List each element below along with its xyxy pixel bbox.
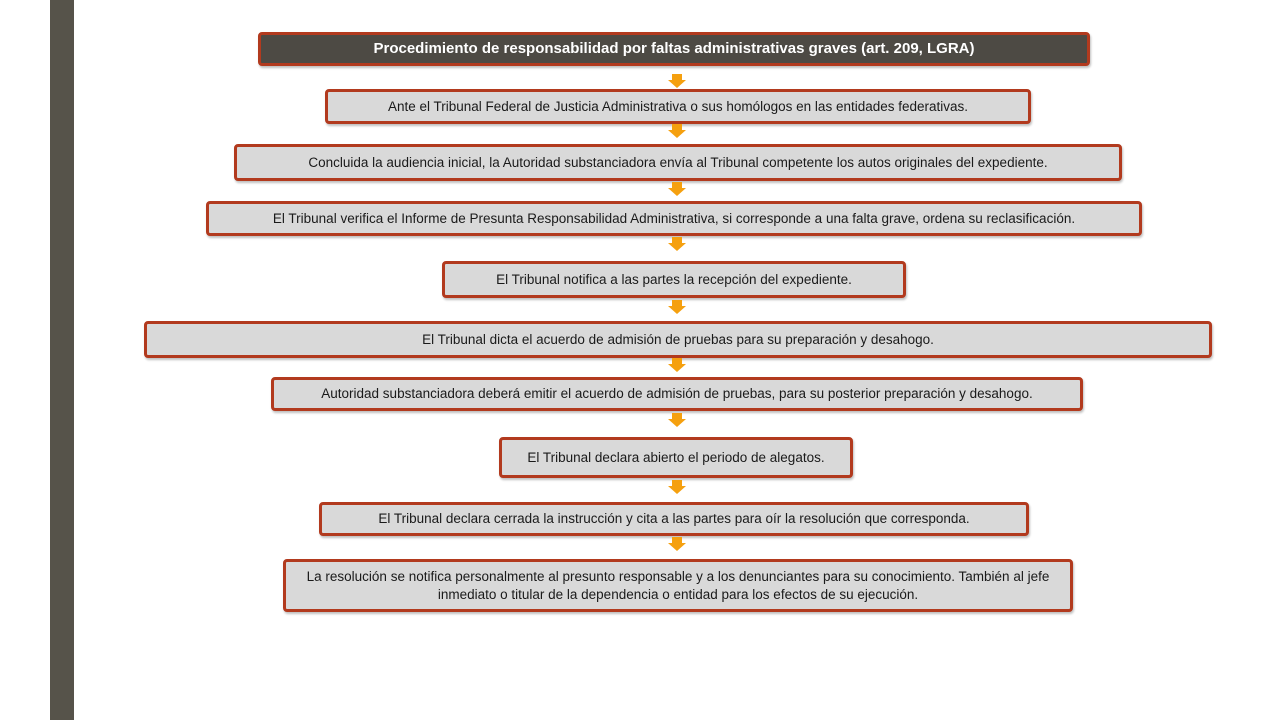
flow-arrow-icon xyxy=(668,300,686,314)
step-5: El Tribunal dicta el acuerdo de admisión de pruebas para su preparación y desahogo. xyxy=(144,321,1212,358)
flow-arrow-icon xyxy=(668,537,686,551)
flow-arrow-icon xyxy=(668,413,686,427)
step-1: Ante el Tribunal Federal de Justicia Administrativa o sus homólogos en las entidades federativas. xyxy=(325,89,1031,124)
flow-arrow-icon xyxy=(668,237,686,251)
step-2: Concluida la audiencia inicial, la Autoridad substanciadora envía al Tribunal competente los autos originales del expediente. xyxy=(234,144,1122,181)
step-3: El Tribunal verifica el Informe de Presunta Responsabilidad Administrativa, si corresponde a una falta grave, ordena su reclasificación. xyxy=(206,201,1142,236)
step-6: Autoridad substanciadora deberá emitir el acuerdo de admisión de pruebas, para su posterior preparación y desahogo. xyxy=(271,377,1083,411)
step-9: La resolución se notifica personalmente al presunto responsable y a los denunciantes para su conocimiento. También al jefe inmediato o titular de la dependencia o entidad para los efectos de su ejecución. xyxy=(283,559,1073,612)
flow-arrow-icon xyxy=(668,182,686,196)
step-7: El Tribunal declara abierto el periodo de alegatos. xyxy=(499,437,853,478)
step-4: El Tribunal notifica a las partes la recepción del expediente. xyxy=(442,261,906,298)
diagram-title: Procedimiento de responsabilidad por faltas administrativas graves (art. 209, LGRA) xyxy=(258,32,1090,66)
side-accent-bar xyxy=(50,0,74,720)
flow-arrow-icon xyxy=(668,124,686,138)
flow-arrow-icon xyxy=(668,480,686,494)
flow-arrow-icon xyxy=(668,358,686,372)
flow-arrow-icon xyxy=(668,74,686,88)
step-8: El Tribunal declara cerrada la instrucción y cita a las partes para oír la resolución que corresponda. xyxy=(319,502,1029,536)
